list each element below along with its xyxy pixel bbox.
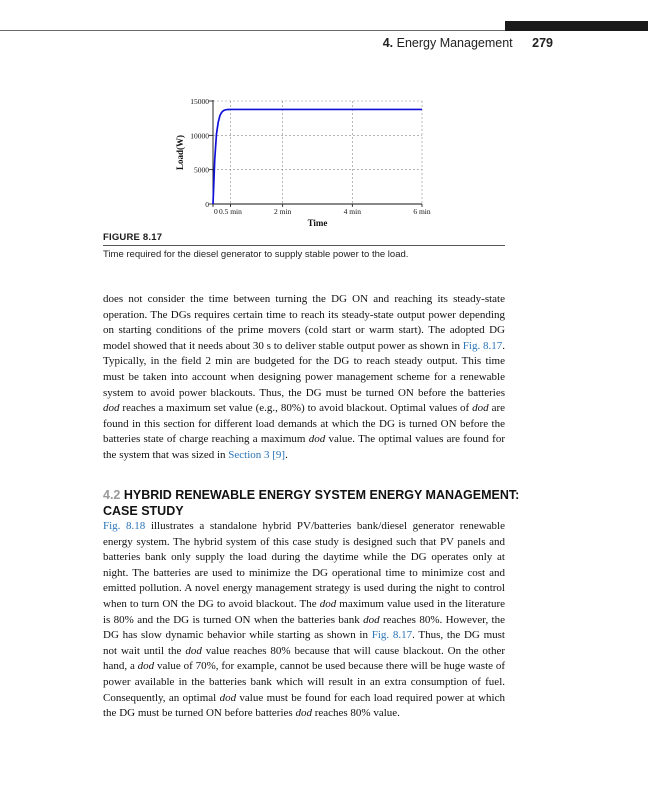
x-axis-label: Time xyxy=(307,218,328,228)
text-run: value reaches 80% because that will cause blackout. On the other hand, a xyxy=(103,644,505,673)
text-run: maximum value used in the literature is 80% and the DG is turned ON when the batteries bank xyxy=(103,597,505,626)
text-run: reaches 80%. However, the DG has slow dynamic behavior while starting as shown in xyxy=(103,613,505,642)
text-run: . Thus, the DG must not wait until the xyxy=(103,629,505,657)
x-tick-label: 4 min xyxy=(343,207,361,216)
italic-term: dod xyxy=(103,402,120,415)
series-line-load xyxy=(213,109,422,204)
text-run: illustrates a standalone hybrid PV/batteries bank/diesel generator renewable energy system. The hybrid system of this case study is designed such that PV panels and batteries bank only supply the load during the daytime while the DG operates only at night. The batteries are used to minimize the DG operational time to minimize cost and emitted pollution. A novel energy management strategy is used during the night to control when to turn ON the DG to avoid blackout. The xyxy=(103,520,505,610)
text-run: reaches a maximum set value (e.g., 80%) to avoid blackout. Optimal values of xyxy=(119,402,473,415)
section-number: 4.2 xyxy=(103,488,121,502)
figure-caption: Time required for the diesel generator to supply stable power to the load. xyxy=(103,249,409,260)
text-run: . xyxy=(285,448,288,461)
y-tick-label: 5000 xyxy=(194,165,209,175)
cross-reference-link[interactable]: Fig. 8.17 xyxy=(462,339,503,352)
section-heading xyxy=(103,488,523,519)
chapter-title: Energy Management xyxy=(396,36,513,50)
figure-label: FIGURE 8.17 xyxy=(103,232,163,243)
running-header xyxy=(383,36,553,50)
cross-reference-link[interactable]: Section 3 xyxy=(228,448,270,461)
text-run: value must be found for each load required power at which the DG must be turned ON before batteries xyxy=(103,691,505,720)
x-tick-label: 0.5 min xyxy=(218,207,242,216)
italic-term: dod xyxy=(295,707,312,720)
text-run: value. The optimal values are found for the system that was sized in xyxy=(103,433,505,461)
text-run: are found in this section for different load demands at which the DG is turned ON before the batteries state of charge reaching a maximum xyxy=(103,402,506,446)
italic-term: dod xyxy=(319,597,337,610)
italic-term: dod xyxy=(185,644,202,657)
text-run: does not consider the time between turning the DG ON and reaching its steady-state operation. The DGs requires certain time to reach its steady-state output power depending on starting conditions of the prime movers (cold start or warm start). The adopted DG model showed that it needs about 30 s to deliver stable output power as shown in xyxy=(103,293,505,352)
cross-reference-link[interactable]: [9] xyxy=(272,448,286,461)
figure-caption-rule xyxy=(103,245,505,246)
x-tick-label: 0 xyxy=(214,207,218,216)
y-tick-label: 15000 xyxy=(190,97,209,106)
italic-term: dod xyxy=(472,402,489,415)
italic-term: dod xyxy=(308,433,326,446)
cross-reference-link[interactable]: Fig. 8.17 xyxy=(371,629,413,642)
page-number: 279 xyxy=(532,36,553,50)
x-tick-label: 6 min xyxy=(413,207,431,216)
text-run: reaches 80% value. xyxy=(311,707,400,720)
body-paragraph-1 xyxy=(103,292,505,464)
italic-term: dod xyxy=(219,691,237,704)
y-tick-label: 10000 xyxy=(190,131,209,141)
italic-term: dod xyxy=(137,660,155,673)
y-axis-label: Load(W) xyxy=(175,134,185,171)
text-run: value of 70%, for example, cannot be used because there will be huge waste of power available in the batteries bank which will result in an extra consumption of fuel. Consequently, an optimal xyxy=(103,660,506,704)
x-tick-label: 2 min xyxy=(274,207,292,216)
y-tick-label: 0 xyxy=(205,200,209,209)
chapter-number: 4. xyxy=(382,36,394,50)
section-title: HYBRID RENEWABLE ENERGY SYSTEM ENERGY MANAGEMENT: CASE STUDY xyxy=(103,488,520,518)
cross-reference-link[interactable]: Fig. 8.18 xyxy=(103,520,146,532)
load-vs-time-chart xyxy=(150,88,440,230)
italic-term: dod xyxy=(363,613,380,626)
header-block xyxy=(505,21,648,31)
header-bar xyxy=(0,21,648,31)
text-run: . Typically, in the field 2 min are budgeted for the DG to reach steady output. This time must be taken into account when designing power management scheme for a renewable system to avoid power blackouts. Thus, the DG must be turned ON before the batteries xyxy=(103,339,505,399)
body-paragraph-2 xyxy=(103,519,505,722)
